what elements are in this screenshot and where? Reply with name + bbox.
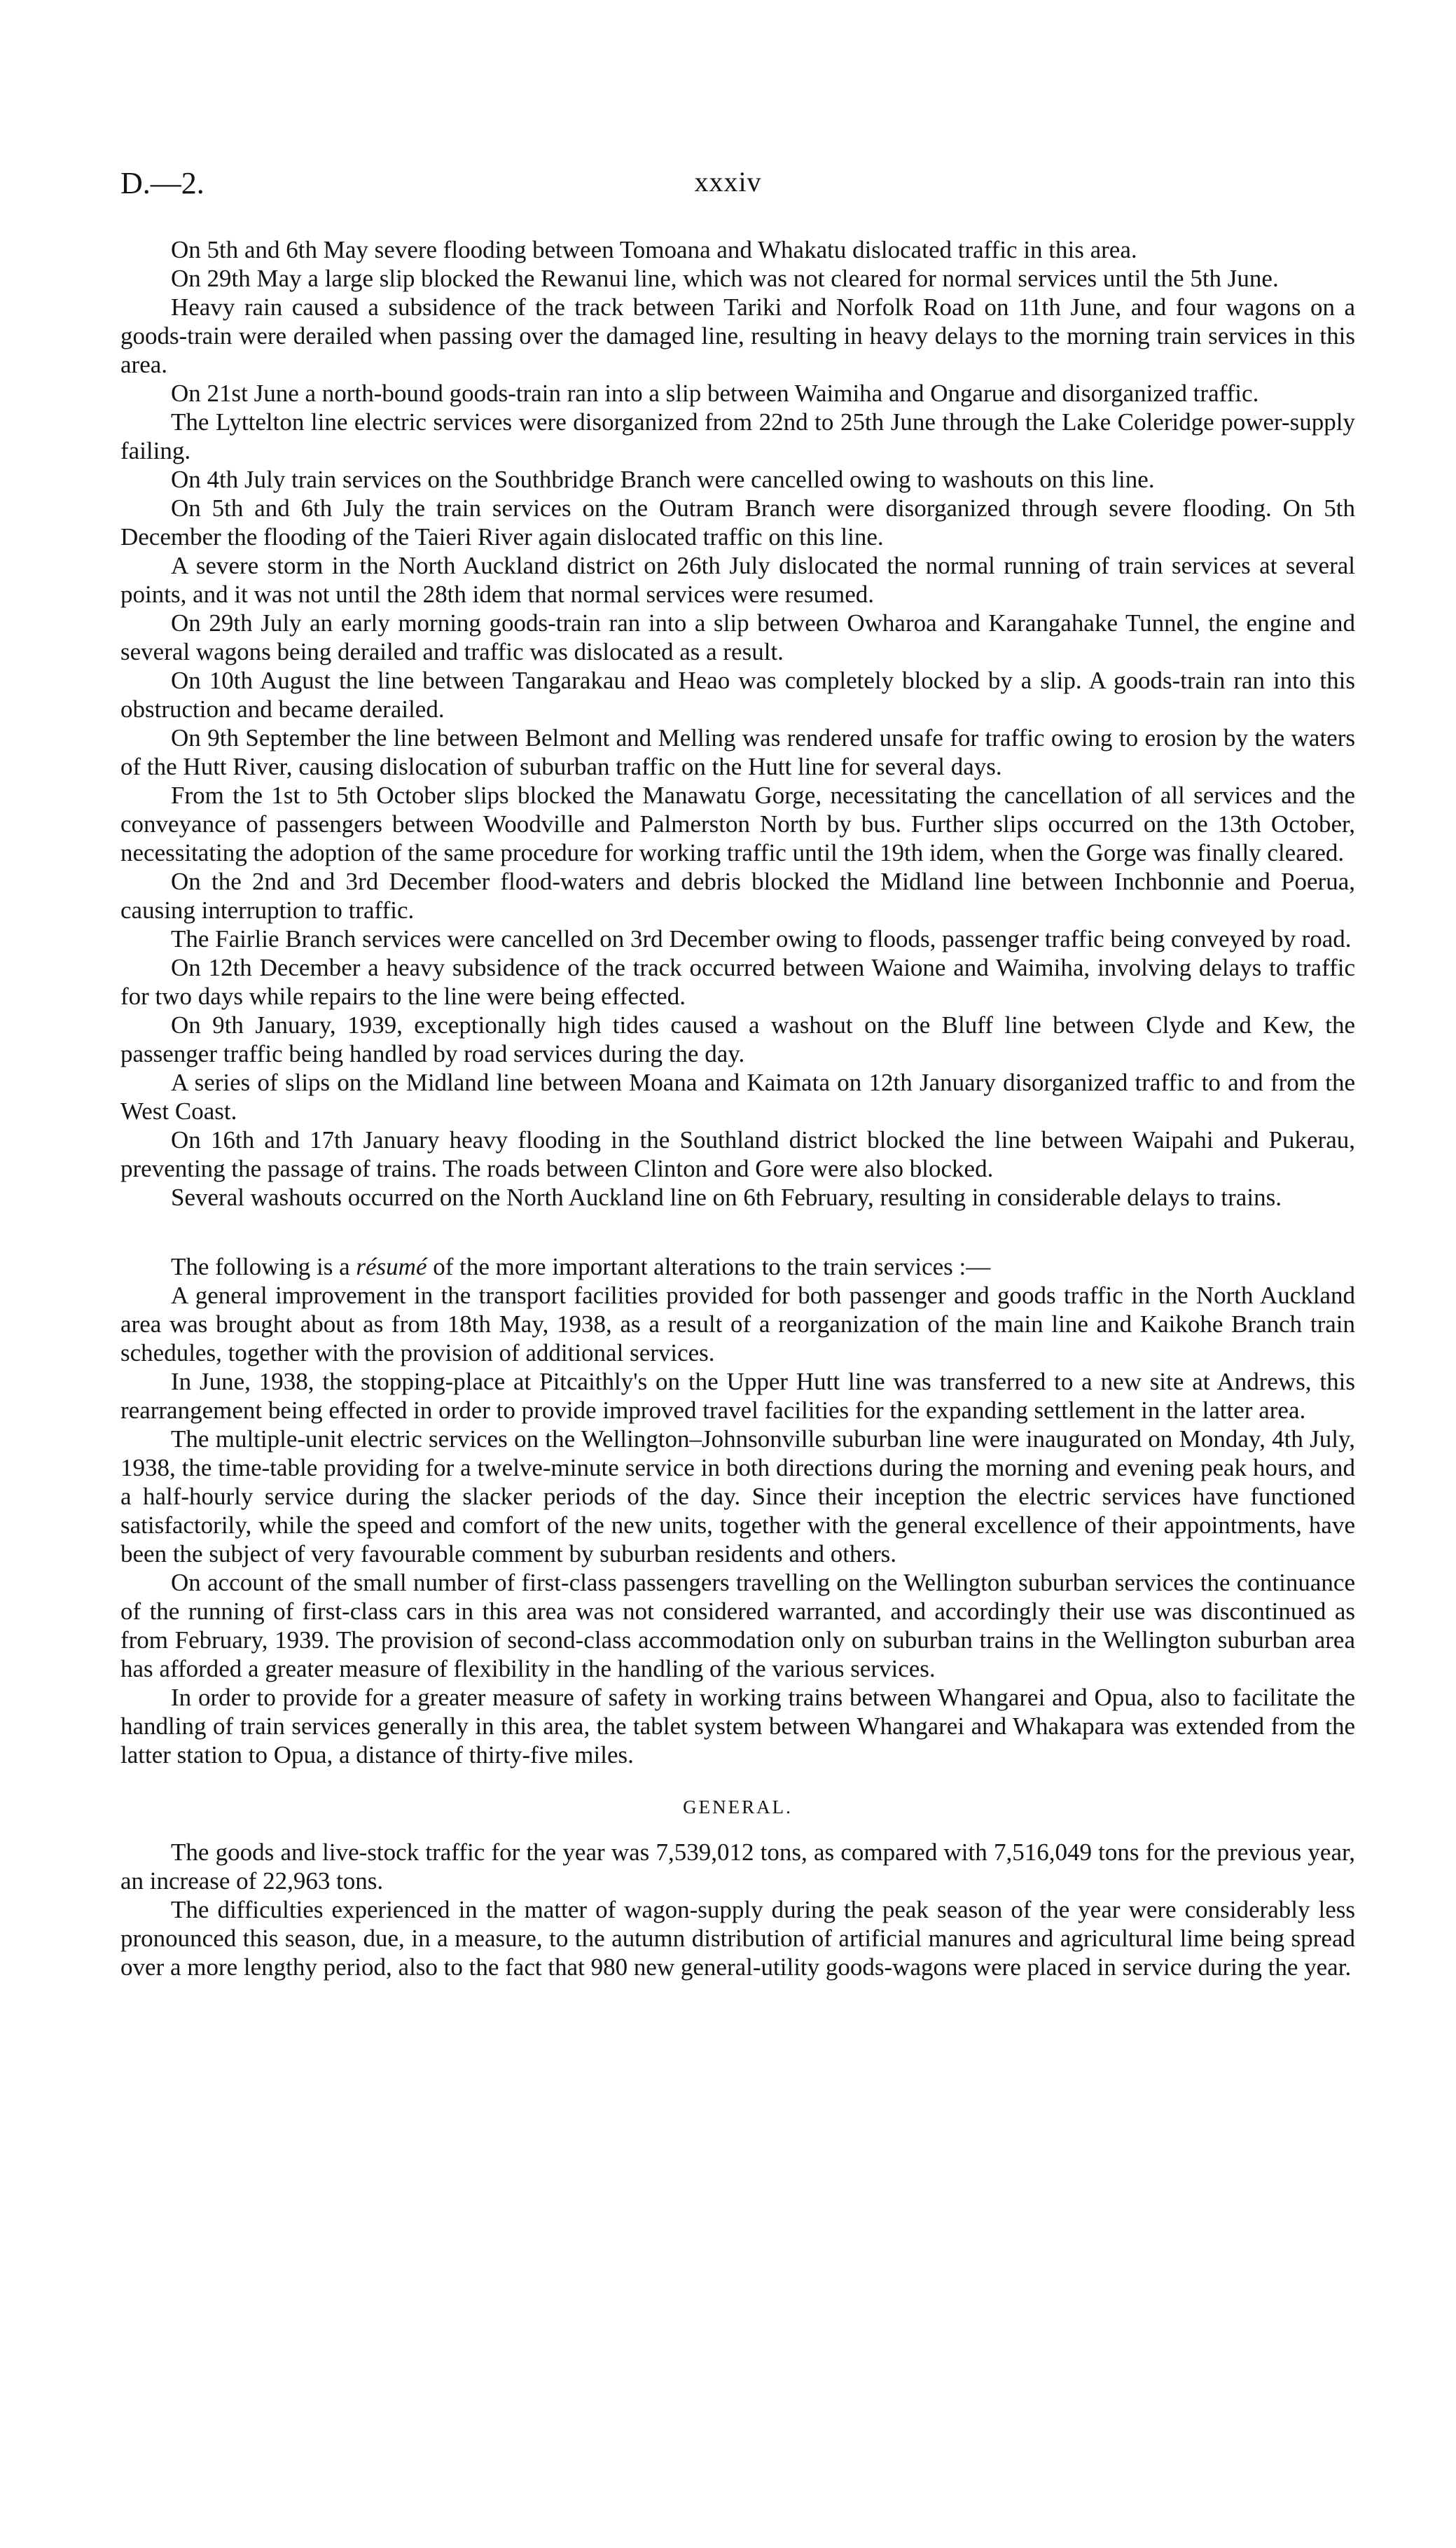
paragraph: The Lyttelton line electric services were disorganized from 22nd to 25th June through the Lake Coleridge power-supply failing. bbox=[120, 408, 1355, 464]
intro-text-end: of the more important alterations to the train services :— bbox=[427, 1253, 991, 1280]
paragraph: On 10th August the line between Tangarakau and Heao was completely blocked by a slip. A goods-train ran into this obstruction and became derailed. bbox=[120, 667, 1355, 723]
document-reference: D.—2. bbox=[120, 166, 204, 200]
paragraph: A severe storm in the North Auckland district on 26th July dislocated the normal running of train services at several points, and it was not until the 28th idem that normal services were resumed. bbox=[120, 552, 1355, 608]
disruptions-section bbox=[120, 235, 1355, 1212]
paragraph: In June, 1938, the stopping-place at Pitcaithly's on the Upper Hutt line was transferred to a new site at Andrews, this rearrangement being effected in order to provide improved travel facilities for the expanding settlement in the latter area. bbox=[120, 1368, 1355, 1424]
paragraph: On 9th January, 1939, exceptionally high tides caused a washout on the Bluff line between Clyde and Kew, the passenger traffic being handled by road services during the day. bbox=[120, 1011, 1355, 1067]
paragraph: On 21st June a north-bound goods-train ran into a slip between Waimiha and Ongarue and disorganized traffic. bbox=[171, 380, 1259, 407]
paragraph: In order to provide for a greater measure of safety in working trains between Whangarei and Opua, also to facilitate the handling of train services generally in this area, the tablet system between Whangarei and Whakapara was extended from the latter station to Opua, a distance of thirty-five miles. bbox=[120, 1684, 1355, 1768]
paragraph: The goods and live-stock traffic for the year was 7,539,012 tons, as compared with 7,516,049 tons for the previous year, an increase of 22,963 tons. bbox=[120, 1839, 1355, 1895]
paragraph: On account of the small number of first-class passengers travelling on the Wellington suburban services the continuance of the running of first-class cars in this area was not considered warranted, and accordingly their use was discontinued as from February, 1939. The provision of second-class accommodation only on suburban trains in the Wellington suburban area has afforded a greater measure of flexibility in the handling of the various services. bbox=[120, 1569, 1355, 1682]
paragraph: On the 2nd and 3rd December flood-waters and debris blocked the Midland line between Inchbonnie and Poerua, causing interruption to traffic. bbox=[120, 868, 1355, 924]
paragraph: On 5th and 6th May severe flooding between Tomoana and Whakatu dislocated traffic in this area. bbox=[171, 236, 1137, 263]
paragraph: On 29th July an early morning goods-train ran into a slip between Owharoa and Karangahake Tunnel, the engine and several wagons being derailed and traffic was dislocated as a result. bbox=[120, 609, 1355, 665]
paragraph: Several washouts occurred on the North Auckland line on 6th February, resulting in considerable delays to trains. bbox=[171, 1184, 1282, 1211]
paragraph: On 4th July train services on the Southbridge Branch were cancelled owing to washouts on this line. bbox=[171, 466, 1155, 493]
section-heading: GENERAL. bbox=[683, 1796, 793, 1817]
paragraph: On 9th September the line between Belmont and Melling was rendered unsafe for traffic owing to erosion by the waters of the Hutt River, causing dislocation of suburban traffic on the Hutt line for several days. bbox=[120, 724, 1355, 780]
paragraph: The Fairlie Branch services were cancelled on 3rd December owing to floods, passenger traffic being conveyed by road. bbox=[171, 925, 1352, 953]
train-services-section bbox=[120, 1252, 1355, 1769]
intro-text: The following is a bbox=[171, 1253, 356, 1280]
page-header bbox=[0, 165, 1456, 207]
document-body bbox=[120, 235, 1355, 1981]
paragraph: On 12th December a heavy subsidence of the track occurred between Waione and Waimiha, involving delays to traffic for two days while repairs to the line were being effected. bbox=[120, 954, 1355, 1010]
general-section bbox=[120, 1793, 1355, 1981]
intro-italic-word: résumé bbox=[356, 1253, 427, 1280]
paragraph: On 16th and 17th January heavy flooding in the Southland district blocked the line between Waipahi and Pukerau, preventing the passage of trains. The roads between Clinton and Gore were also blocked. bbox=[120, 1126, 1355, 1182]
resume-intro bbox=[120, 1252, 1355, 1281]
paragraph: From the 1st to 5th October slips blocked the Manawatu Gorge, necessitating the cancellation of all services and the conveyance of passengers between Woodville and Palmerston North by bus. Further slips occurred on the 13th October, necessitating the adoption of the same procedure for working traffic until the 19th idem, when the Gorge was finally cleared. bbox=[120, 782, 1355, 866]
paragraph: The difficulties experienced in the matter of wagon-supply during the peak season of the year were considerably less pronounced this season, due, in a measure, to the autumn distribution of artificial manures and agricultural lime being spread over a more lengthy period, also to the fact that 980 new general-utility goods-wagons were placed in service during the year. bbox=[120, 1896, 1355, 1981]
paragraph: A general improvement in the transport facilities provided for both passenger and goods traffic in the North Auckland area was brought about as from 18th May, 1938, as a result of a reorganization of the main line and Kaikohe Branch train schedules, together with the provision of additional services. bbox=[120, 1282, 1355, 1366]
paragraph: Heavy rain caused a subsidence of the track between Tariki and Norfolk Road on 11th June, and four wagons on a goods-train were derailed when passing over the damaged line, resulting in heavy delays to the morning train services in this area. bbox=[120, 293, 1355, 378]
paragraph: A series of slips on the Midland line between Moana and Kaimata on 12th January disorganized traffic to and from the West Coast. bbox=[120, 1069, 1355, 1125]
paragraph: The multiple-unit electric services on the Wellington–Johnsonville suburban line were inaugurated on Monday, 4th July, 1938, the time-table providing for a twelve-minute service in both directions during the morning and evening peak hours, and a half-hourly service during the slacker periods of the day. Since their inception the electric services have functioned satisfactorily, while the speed and comfort of the new units, together with the general excellence of their appointments, have been the subject of very favourable comment by suburban residents and others. bbox=[120, 1425, 1355, 1567]
paragraph: On 5th and 6th July the train services on the Outram Branch were disorganized through severe flooding. On 5th December the flooding of the Taieri River again dislocated traffic on this line. bbox=[120, 494, 1355, 551]
paragraph: On 29th May a large slip blocked the Rewanui line, which was not cleared for normal services until the 5th June. bbox=[171, 265, 1279, 292]
page-number: xxxiv bbox=[694, 166, 762, 198]
